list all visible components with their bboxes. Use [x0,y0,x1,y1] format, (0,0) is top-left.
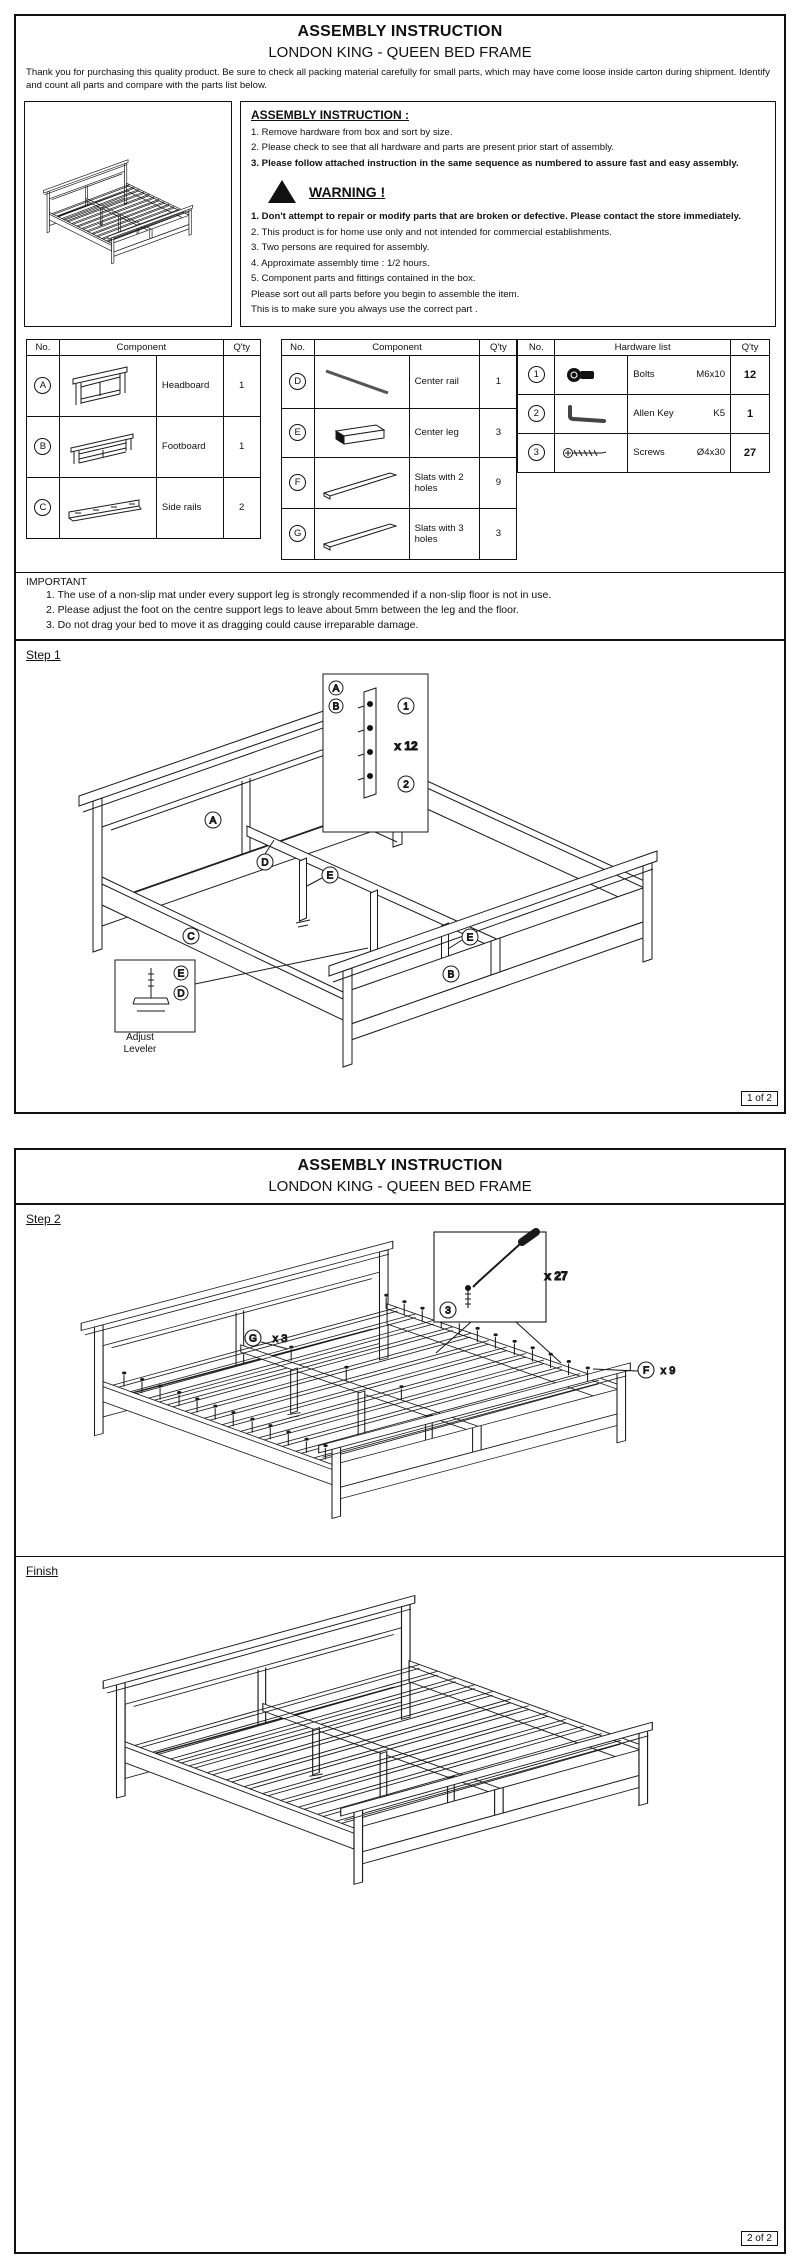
screw-qty: x 27 [544,1269,568,1283]
step2-figure [16,1228,796,1546]
page-subtitle: LONDON KING - QUEEN BED FRAME [268,44,532,61]
table-row [281,457,517,508]
part-qty: 1 [223,355,260,416]
svg-text:F: F [642,1365,650,1377]
section-divider [16,1556,784,1557]
important-heading: IMPORTANT [26,575,87,588]
component-table-1 [26,339,261,539]
important-section [16,572,784,642]
warning-title: WARNING ! [309,184,386,201]
allen-key-icon [558,402,612,426]
part-qty: 2 [223,477,260,538]
intro-paragraph: Thank you for purchasing this quality product. Be sure to check all packing material carefully for small parts, which may have come loose inside carton during shipment. Identify and count all parts and compare with the parts list below. [26,67,770,91]
step1-figure [21,664,779,1112]
hardware-id-badge: 1 [528,366,545,383]
part-id-badge: A [34,377,51,394]
col-header-no: No. [27,339,60,355]
table-row [27,416,261,477]
bolt-icon [558,364,608,386]
page-number: 1 of 2 [741,1091,778,1106]
step2-drawing [16,1228,796,1544]
instruction-list [251,127,765,170]
col-header-no: No. [281,339,314,355]
component-table-2 [281,339,518,560]
center-rail-icon [318,363,398,401]
svg-text:D: D [261,857,269,869]
hardware-id-badge: 3 [528,444,545,461]
svg-text:D: D [177,988,185,1000]
hardware-qty: 12 [731,355,770,394]
part-qty: 3 [480,508,517,559]
overview-row [24,101,776,327]
part-name: Center rail [409,355,480,408]
part-qty: 3 [480,408,517,457]
slat-3holes-icon [318,516,402,552]
warning-header [267,179,765,205]
part-qty: 1 [223,416,260,477]
warning-item: 5. Component parts and fittings contained in the box. [251,273,476,285]
table-row [518,394,770,433]
page-title: ASSEMBLY INSTRUCTION [297,23,503,40]
part-name: Footboard [156,416,223,477]
svg-text:E: E [466,932,474,944]
svg-text:1: 1 [403,701,409,713]
svg-text:2: 2 [403,779,409,791]
warning-item: 3. Two persons are required for assembly. [251,242,430,254]
col-header-qty: Q'ty [223,339,260,355]
side-rails-icon [63,488,147,528]
svg-text:E: E [326,870,334,882]
page1-header [16,16,784,61]
page-1 [14,14,786,1114]
table-row [281,355,517,408]
important-note: 3. Do not drag your bed to move it as dragging could cause irreparable damage. [46,619,419,631]
part-id-badge: D [289,373,306,390]
hardware-size: Ø4x30 [696,447,726,459]
svg-text:B: B [332,701,340,713]
g-qty: x 3 [272,1333,288,1345]
warning-item: 4. Approximate assembly time : 1/2 hours. [251,257,430,269]
svg-text:G: G [249,1333,257,1345]
step1-label: Step 1 [26,648,61,663]
part-qty: 1 [480,355,517,408]
part-label-B [443,966,459,982]
hardware-size: M6x10 [696,369,726,381]
part-id-badge: C [34,499,51,516]
svg-text:A: A [209,815,217,827]
part-qty: 9 [480,457,517,508]
instruction-heading: ASSEMBLY INSTRUCTION : [251,107,410,122]
finish-label: Finish [26,1564,59,1578]
part-label-A [205,812,221,828]
center-leg-icon [318,417,398,449]
important-note: 1. The use of a non-slip mat under every support leg is strongly recommended if a non-slip floor is not in use. [46,588,552,601]
table-row [27,355,261,416]
warning-item: 1. Don't attempt to repair or modify parts that are broken or defective. Please contact the store immediately. [251,211,741,223]
warning-item: This is to make sure you always use the correct part . [251,304,478,316]
part-name: Center leg [409,408,480,457]
hardware-name: Bolts [633,369,655,381]
hardware-qty: 27 [731,433,770,472]
part-name: Headboard [156,355,223,416]
finish-drawing [20,1580,780,1902]
col-header-no: No. [518,339,555,355]
important-notes [26,588,774,634]
warning-list [251,211,765,316]
page-title: ASSEMBLY INSTRUCTION [297,1157,503,1174]
headboard-icon [63,363,143,409]
col-header-qty: Q'ty [480,339,517,355]
part-name: Slats with 2 holes [409,457,480,508]
adjust-leveler-label: Adjust Leveler [123,1032,157,1055]
f-qty: x 9 [660,1365,676,1377]
hardware-table [517,339,770,473]
hardware-size: K5 [713,408,726,420]
table-row [518,355,770,394]
col-header-hardware: Hardware list [555,339,731,355]
svg-text:A: A [332,683,340,695]
part-id-badge: F [289,474,306,491]
svg-text:C: C [187,931,195,943]
instruction-item: 2. Please check to see that all hardware and parts are present prior start of assembly. [251,142,614,154]
table-row [27,477,261,538]
step2-label: Step 2 [26,1212,61,1226]
hardware-qty: 1 [731,394,770,433]
footboard-icon [63,426,143,468]
bolt-callout [323,674,428,842]
important-note: 2. Please adjust the foot on the centre support legs to leave about 5mm between the leg and the floor. [46,603,519,616]
page2-header [16,1150,784,1205]
bolt-qty: x 12 [394,739,418,754]
instruction-item: 3. Please follow attached instruction in the same sequence as numbered to assure fast and easy assembly. [251,157,739,169]
part-id-badge: E [289,424,306,441]
hardware-id-badge: 2 [528,405,545,422]
instruction-item: 1. Remove hardware from box and sort by size. [251,126,453,138]
warning-triangle-icon [267,179,297,205]
parts-tables-row [26,339,774,560]
table-row [281,508,517,559]
part-id-badge: B [34,438,51,455]
part-name: Side rails [156,477,223,538]
screw-icon [558,442,612,464]
col-header-component: Component [59,339,223,355]
page-2 [14,1148,786,2254]
warning-item: 2. This product is for home use only and not intended for commercial establishments. [251,226,612,238]
svg-text:3: 3 [445,1305,451,1317]
instruction-box [240,101,776,327]
col-header-qty: Q'ty [731,339,770,355]
finish-figure [20,1580,780,1904]
hardware-name: Screws [633,447,665,459]
hardware-name: Allen Key [633,408,674,420]
bed-thumbnail-drawing [27,153,229,275]
slat-2holes-icon [318,465,402,501]
table-row [281,408,517,457]
col-header-component: Component [314,339,480,355]
page-number: 2 of 2 [741,2231,778,2246]
part-id-badge: G [289,525,306,542]
part-name: Slats with 3 holes [409,508,480,559]
part-label-C [183,928,199,944]
bed-overview-image [24,101,232,327]
svg-text:B: B [447,969,455,981]
table-row [518,433,770,472]
svg-text:!: ! [280,192,284,204]
svg-text:E: E [177,968,185,980]
page-subtitle: LONDON KING - QUEEN BED FRAME [268,1178,532,1195]
warning-item: Please sort out all parts before you begin to assemble the item. [251,288,520,300]
